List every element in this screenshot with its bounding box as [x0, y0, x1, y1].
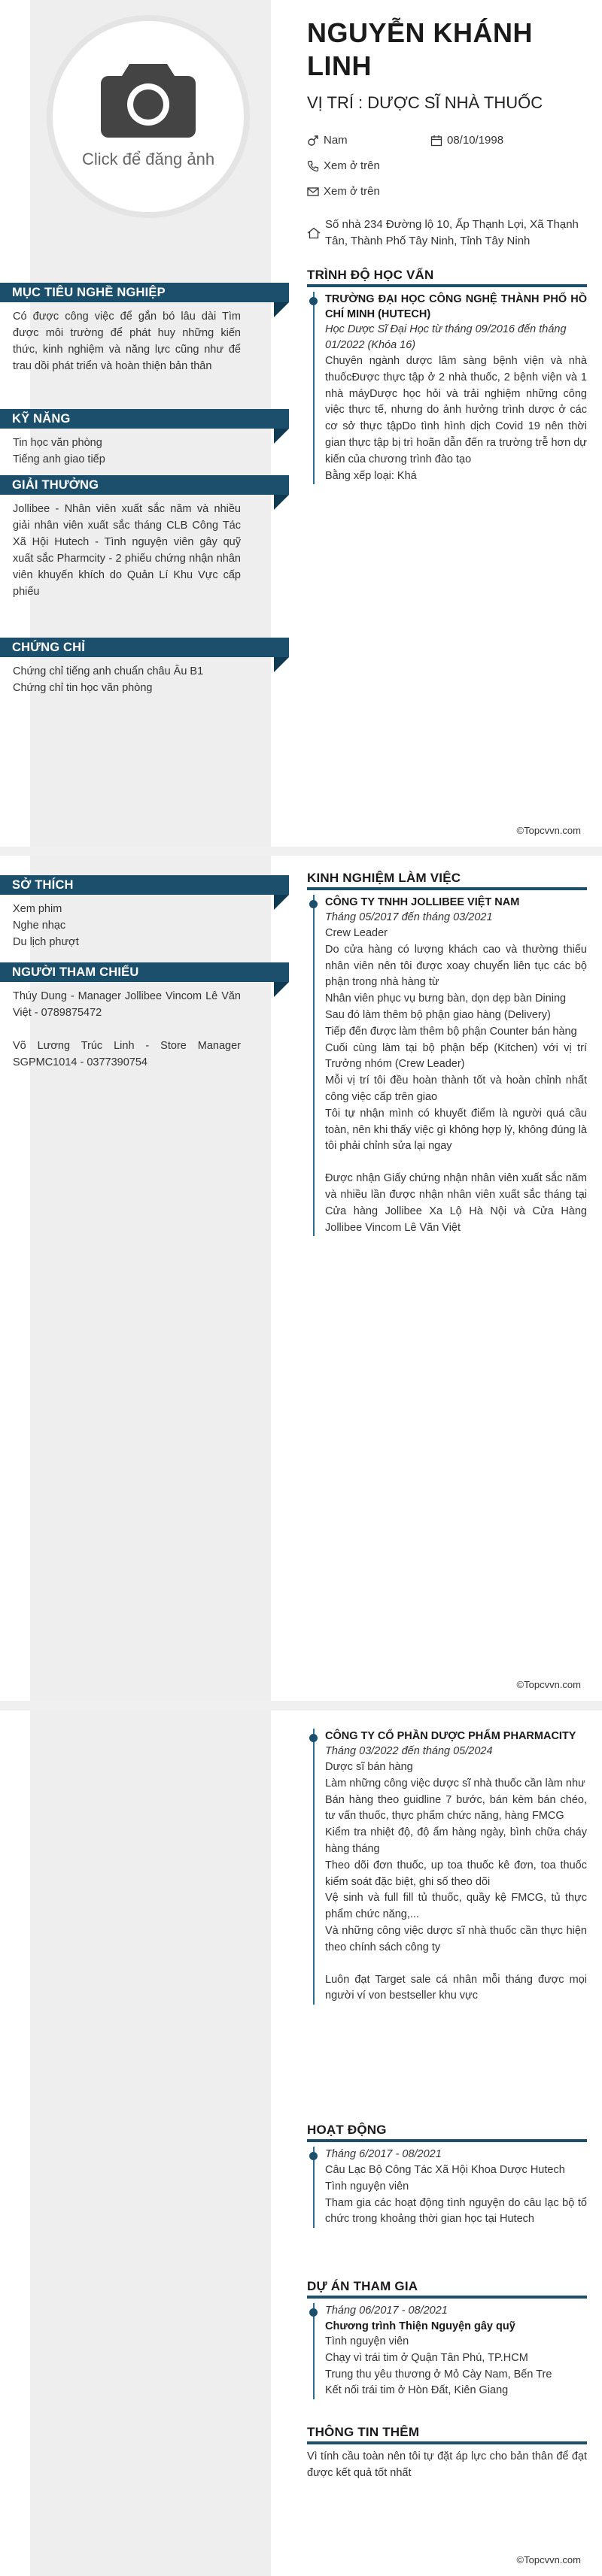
phone-value: Xem ở trên — [324, 159, 380, 172]
job-line: Theo dõi đơn thuốc, up toa thuốc kê đơn, toa thuốc kiểm soát đặc biệt, ghi số theo dõi — [325, 1859, 587, 1888]
job-line: Cuối cùng làm tại bộ phận bếp (Kitchen) với vị trí Trưởng nhóm (Crew Leader) — [325, 1041, 587, 1071]
hobby-item: Xem phim — [13, 903, 62, 915]
job-description — [325, 926, 587, 1236]
education-description: Chuyên ngành dược lâm sàng bệnh viện và nhà thuốcĐược thực tập ở 2 nhà thuốc, 2 bệnh viện và 1 nhà máyDược học hỏi và trải nghiệm những công việc thực tế, nhưng do ảnh hưởng trình dược ở các cơ sở thực tậpDo tình hình dịch Covid 19 nên thời gian thực tập bị trì hoãn dẫn đến ra trường trễ hơn dự kiến của chương trình đào tạo — [325, 355, 587, 465]
address-field — [307, 217, 587, 250]
certificate-item: Chứng chỉ tiếng anh chuẩn châu Âu B1 — [13, 665, 204, 677]
timeline-dot — [309, 2152, 318, 2160]
job-line: Bán hàng theo guidline 7 bước, bán kèm bán chéo, tư vấn thuốc, thực phẩm chức năng, hàng FMCG — [325, 1793, 587, 1823]
cv-page-2 — [0, 856, 602, 1701]
extra-info-heading: THÔNG TIN THÊM — [307, 2425, 587, 2444]
left-column — [30, 1711, 271, 2576]
footer-watermark: ©Topcvvn.com — [516, 825, 581, 836]
experience-timeline — [307, 895, 587, 1236]
job-description — [325, 1759, 587, 2005]
project-line: Chạy vì trái tim ở Quận Tân Phú, TP.HCM — [325, 2351, 528, 2364]
gender-field — [307, 132, 348, 149]
camera-icon — [99, 56, 197, 139]
activity-date: Tháng 6/2017 - 08/2021 — [325, 2148, 442, 2160]
projects-timeline — [307, 2303, 587, 2399]
gender-icon — [307, 135, 319, 147]
phone-icon — [307, 160, 319, 172]
phone-field — [307, 158, 380, 174]
job-line: Kiểm tra nhiệt độ, độ ẩm hàng ngày, bình chữa cháy hàng tháng — [325, 1826, 587, 1855]
awards-heading: GIẢI THƯỞNG — [0, 475, 289, 495]
references-section — [0, 962, 289, 1071]
skills-heading: KỸ NĂNG — [0, 409, 289, 429]
candidate-position: VỊ TRÍ : DƯỢC SĨ NHÀ THUỐC — [307, 93, 543, 112]
job-line: Làm những công việc dược sĩ nhà thuốc cần làm như — [325, 1777, 585, 1790]
job-line: Tiếp đến được làm thêm bộ phận Counter bán hàng — [325, 1025, 577, 1038]
hobbies-heading: SỞ THÍCH — [0, 875, 289, 895]
timeline-dot — [309, 900, 318, 908]
hobby-item: Nghe nhạc — [13, 920, 66, 932]
activity-line: Câu Lạc Bộ Công Tác Xã Hội Khoa Dược Hutech — [325, 2164, 565, 2176]
experience-timeline — [307, 1729, 587, 2005]
email-value: Xem ở trên — [324, 185, 380, 198]
education-heading: TRÌNH ĐỘ HỌC VẤN — [307, 268, 587, 287]
education-grade: Bằng xếp loại: Khá — [325, 469, 417, 482]
birthday-field — [430, 132, 503, 149]
hobbies-section — [0, 875, 289, 950]
project-line: Tình nguyện viên — [325, 2335, 409, 2347]
job-line: Sau đó làm thêm bộ phận giao hàng (Delivery) — [325, 1008, 551, 1021]
education-section — [307, 268, 587, 484]
activity-line: Tham gia các hoạt động tình nguyện do câu lạc bộ tổ chức trong khoảng thời gian học tại Hutech — [325, 2196, 587, 2226]
objective-section — [0, 283, 289, 374]
project-line: Kết nối trái tim ở Hòn Đất, Kiên Giang — [325, 2384, 509, 2397]
job-line: Mỗi vị trí tôi đều hoàn thành tốt và hoàn chỉnh nhất công việc cấp trên giao — [325, 1074, 587, 1103]
experience-continued — [307, 1729, 587, 2005]
footer-watermark: ©Topcvvn.com — [516, 1679, 581, 1690]
job-line: Crew Leader — [325, 927, 388, 939]
home-icon — [307, 227, 321, 239]
education-date: Học Dược Sĩ Đại Học từ tháng 09/2016 đến tháng 01/2022 (Khóa 16) — [325, 323, 567, 351]
job-line: Do cửa hàng có lượng khách cao và thường thiếu nhân viên nên tôi được xoay chuyển liên tục các bộ phận trong nhà hàng từ — [325, 943, 587, 989]
job-line: Luôn đạt Target sale cá nhân mỗi tháng được mọi người ví von bestseller khu vực — [325, 1973, 587, 2002]
activity-line: Tình nguyện viên — [325, 2180, 409, 2193]
objective-text: Có được công việc để gắn bó lâu dài Tìm được môi trường để phát huy những kiến thức, kinh nghiệm và năng lực cũng như để trau dồi phát triển và hoàn thiện bản thân — [13, 311, 241, 372]
job-line: Được nhận Giấy chứng nhận nhân viên xuất sắc năm và nhiều lần được nhận nhân viên xuất sắc tháng tại Cửa hàng Jollibee Xa Lộ Hà Nội và Cửa Hàng Jollibee Vincom Lê Văn Việt — [325, 1172, 587, 1234]
certificate-item: Chứng chỉ tin học văn phòng — [13, 682, 153, 694]
company-name: CÔNG TY CỔ PHẦN DƯỢC PHẨM PHARMACITY — [325, 1730, 576, 1742]
cv-page-3 — [0, 1711, 602, 2576]
projects-section — [307, 2279, 587, 2399]
education-timeline — [307, 292, 587, 484]
skill-item: Tiếng anh giao tiếp — [13, 453, 105, 465]
hobby-item: Du lịch phượt — [13, 936, 79, 948]
objective-heading: MỤC TIÊU NGHỀ NGHIỆP — [0, 283, 289, 302]
certificates-section — [0, 638, 289, 696]
address-value: Số nhà 234 Đường lộ 10, Ấp Thạnh Lợi, Xã Thạnh Tân, Thành Phố Tây Ninh, Tỉnh Tây Ninh — [325, 218, 579, 247]
job-line: Vệ sinh và full fill tủ thuốc, quầy kệ FMCG, tủ thực phẩm chức năng,... — [325, 1892, 587, 1921]
activities-heading: HOẠT ĐỘNG — [307, 2123, 587, 2142]
timeline-dot — [309, 297, 318, 305]
timeline-dot — [309, 1734, 318, 1742]
job-line: Tôi tự nhận mình có khuyết điểm là người quá cầu toàn, nên khi thấy việc gì không hợp lý, không đúng là tôi phải chỉnh sửa lại ngay — [325, 1107, 587, 1153]
job-date: Tháng 05/2017 đến tháng 03/2021 — [325, 911, 493, 923]
job-line: Nhân viên phục vụ bưng bàn, dọn dẹp bàn Dining — [325, 993, 567, 1005]
references-heading: NGƯỜI THAM CHIẾU — [0, 962, 289, 982]
timeline-dot — [309, 2308, 318, 2317]
school-name: TRƯỜNG ĐẠI HỌC CÔNG NGHỆ THÀNH PHỐ HỒ CHÍ MINH (HUTECH) — [325, 293, 587, 320]
cv-page-1 — [0, 0, 602, 847]
extra-info-section — [307, 2425, 587, 2482]
extra-info-text: Vì tính cầu toàn nên tôi tự đặt áp lực cho bản thân để đạt được kết quả tốt nhất — [307, 2450, 587, 2479]
awards-text: Jollibee - Nhân viên xuất sắc năm và nhiều giải nhân viên xuất sắc tháng CLB Công Tác Xã Hội Hutech - Tình nguyện viên gây quỹ xuất sắc Pharmcity - 2 phiếu chứng nhận nhân viên khuyến khích do Quản Lí Khu Vực cấp phiếu — [13, 503, 241, 598]
activities-timeline — [307, 2147, 587, 2228]
project-line: Trung thu yêu thương ở Mỏ Cày Nam, Bến Tre — [325, 2368, 552, 2381]
reference-item: Võ Lương Trúc Linh - Store Manager SGPMC1014 - 0377390754 — [13, 1040, 241, 1068]
calendar-icon — [430, 135, 442, 147]
project-date: Tháng 06/2017 - 08/2021 — [325, 2305, 448, 2317]
reference-item: Thúy Dung - Manager Jollibee Vincom Lê Văn Việt - 0789875472 — [13, 990, 241, 1019]
birthday-value: 08/10/1998 — [447, 134, 504, 147]
email-icon — [307, 186, 319, 198]
avatar-upload-label: Click để đăng ảnh — [81, 150, 215, 168]
certificates-heading: CHỨNG CHỈ — [0, 638, 289, 657]
skill-item: Tin học văn phòng — [13, 437, 102, 449]
activities-section — [307, 2123, 587, 2228]
job-date: Tháng 03/2022 đến tháng 05/2024 — [325, 1745, 493, 1757]
gender-value: Nam — [324, 134, 348, 147]
job-line: Dược sĩ bán hàng — [325, 1761, 413, 1773]
awards-section — [0, 475, 289, 600]
experience-section — [307, 871, 587, 1236]
email-field — [307, 183, 380, 200]
projects-heading: DỰ ÁN THAM GIA — [307, 2279, 587, 2299]
project-name: Chương trình Thiện Nguyện gây quỹ — [325, 2320, 515, 2332]
skills-section — [0, 409, 289, 468]
company-name: CÔNG TY TNHH JOLLIBEE VIỆT NAM — [325, 896, 520, 908]
candidate-name: NGUYỄN KHÁNH LINH — [307, 17, 534, 81]
experience-heading: KINH NGHIỆM LÀM VIỆC — [307, 871, 587, 890]
job-line: Và những công việc dược sĩ nhà thuốc cần thực hiện theo chính sách công ty — [325, 1924, 587, 1953]
avatar-upload[interactable] — [47, 15, 250, 218]
footer-watermark: ©Topcvvn.com — [516, 2554, 581, 2565]
